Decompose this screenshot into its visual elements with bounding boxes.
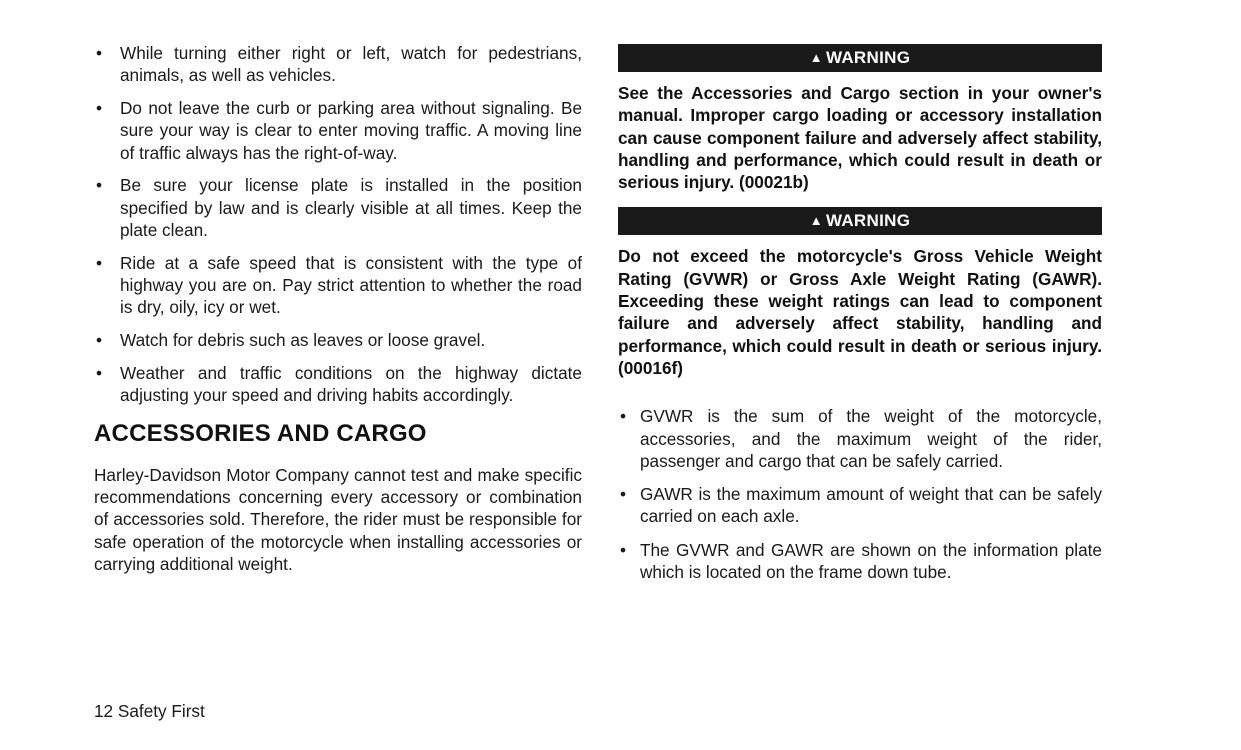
warning-label: WARNING (825, 48, 911, 67)
warning-triangle-icon: ▲ (809, 213, 823, 229)
section-heading: ACCESSORIES AND CARGO (94, 419, 427, 447)
accessories-paragraph: Harley-Davidson Motor Company cannot test and make specific recommendations concerning every accessory or combination of accessories sold. Therefore, the rider must be responsible for safe operation of the motorcycle when installing accessories or carrying additional weight. (94, 464, 582, 574)
list-item (618, 483, 1102, 528)
warning-banner (618, 44, 1102, 72)
list-item (94, 252, 582, 319)
bullet-icon: • (96, 98, 103, 119)
bullet-icon: • (620, 539, 627, 560)
bullet-icon: • (620, 484, 627, 505)
list-item-text: Be sure your license plate is installed in the position specified by law and is clearly visible at all times. Keep the plate clean. (120, 175, 582, 241)
list-item-text: Ride at a safe speed that is consistent with the type of highway you are on. Pay strict attention to whether the road is dry, oily, icy or wet. (120, 252, 582, 318)
list-item (94, 174, 582, 241)
list-item-text: While turning either right or left, watch for pedestrians, animals, as well as vehicles. (120, 43, 582, 86)
list-item-text: GAWR is the maximum amount of weight that can be safely carried on each axle. (640, 484, 1102, 527)
list-item-text: GVWR is the sum of the weight of the motorcycle, accessories, and the maximum weight of the rider, passenger and cargo that can be safely carried. (640, 406, 1102, 471)
warning-triangle-icon: ▲ (809, 50, 823, 65)
bullet-icon: • (96, 252, 103, 273)
right-column (618, 44, 1102, 583)
left-column (94, 42, 582, 575)
weight-rating-list (618, 405, 1102, 583)
list-item-text: Watch for debris such as leaves or loose gravel. (120, 330, 486, 351)
page-footer: 12 Safety First (94, 701, 205, 721)
bullet-icon: • (96, 363, 103, 384)
list-item-text: Weather and traffic conditions on the highway dictate adjusting your speed and driving habits accordingly. (120, 363, 582, 406)
list-item (94, 362, 582, 407)
bullet-icon: • (96, 330, 103, 351)
bullet-icon: • (96, 43, 103, 63)
list-item (618, 539, 1102, 584)
list-item-text: The GVWR and GAWR are shown on the information plate which is located on the frame down tube. (640, 539, 1102, 583)
warning-text: Do not exceed the motorcycle's Gross Vehicle Weight Rating (GVWR) or Gross Axle Weight Rating (GAWR). Exceeding these weight ratings can lead to component failure and adversely affect stability, handling and performance, which could result in death or serious injury. (00016f) (618, 246, 1102, 378)
warning-banner (618, 207, 1102, 235)
warning-label: WARNING (825, 211, 911, 231)
bullet-icon: • (96, 175, 103, 196)
list-item (618, 405, 1102, 472)
bullet-icon: • (620, 406, 627, 427)
list-item (94, 42, 582, 87)
list-item (94, 97, 582, 164)
warning-text: See the Accessories and Cargo section in your owner's manual. Improper cargo loading or accessory installation can cause component failure and adversely affect stability, handling and performance, which could result in death or serious injury. (00021b) (618, 83, 1102, 193)
list-item (94, 329, 582, 351)
list-item-text: Do not leave the curb or parking area without signaling. Be sure your way is clear to enter moving traffic. A moving line of traffic always has the right-of-way. (120, 98, 582, 163)
safety-tips-list (94, 42, 582, 407)
